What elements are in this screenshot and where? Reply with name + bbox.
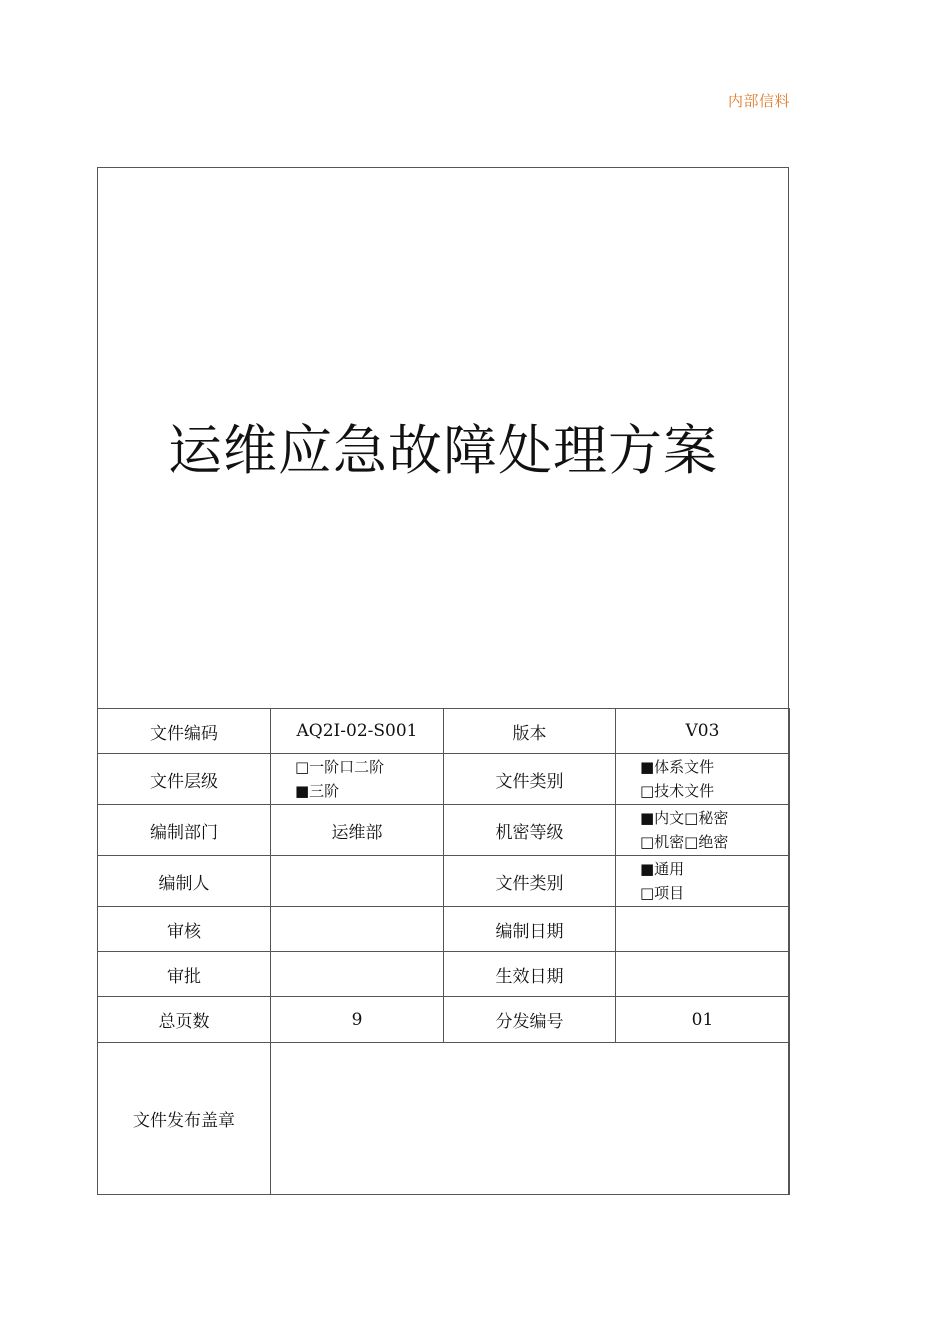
secret-level-label: 机密等级 [444,805,616,856]
table-row [98,907,790,952]
category-option-line2: □技术文件 [640,782,715,800]
file-code-value: AQ2I-02-S001 [271,709,444,754]
draft-date-value [616,907,790,952]
level-label: 文件层级 [98,754,271,805]
pages-value: 9 [271,997,444,1043]
dist-no-value: 01 [616,997,790,1043]
document-info-table [97,708,790,1195]
pages-label: 总页数 [98,997,271,1043]
table-row [98,997,790,1043]
confidentiality-mark: 内部信料 [727,92,790,110]
stamp-label: 文件发布盖章 [98,1043,271,1195]
secret-option-line2: □机密□绝密 [640,833,729,851]
effective-date-value [616,952,790,997]
secret-option-line1: ■内文□秘密 [640,809,729,827]
level-options [271,754,444,805]
table-row [98,709,790,754]
table-row [98,805,790,856]
table-row [98,1043,790,1195]
dept-label: 编制部门 [98,805,271,856]
level-option-line1: □一阶口二阶 [295,758,385,776]
secret-level-options [616,805,790,856]
category-option-line1: ■体系文件 [640,758,715,776]
dept-value: 运维部 [271,805,444,856]
approve-value [271,952,444,997]
review-value [271,907,444,952]
file-code-label: 文件编码 [98,709,271,754]
category2-option-line1: ■通用 [640,860,685,878]
category-label: 文件类别 [444,754,616,805]
author-value [271,856,444,907]
stamp-area [271,1043,790,1195]
document-title: 运维应急故障处理方案 [168,419,718,482]
level-option-line2: ■三阶 [295,782,340,800]
category2-label: 文件类别 [444,856,616,907]
category2-option-line2: □项目 [640,884,685,902]
author-label: 编制人 [98,856,271,907]
effective-date-label: 生效日期 [444,952,616,997]
table-row [98,952,790,997]
review-label: 审核 [98,907,271,952]
table-row [98,856,790,907]
approve-label: 审批 [98,952,271,997]
version-value: V03 [616,709,790,754]
category2-options [616,856,790,907]
category-options [616,754,790,805]
cover-area [98,168,788,709]
document-cover-frame [97,167,789,1195]
dist-no-label: 分发编号 [444,997,616,1043]
table-row [98,754,790,805]
version-label: 版本 [444,709,616,754]
draft-date-label: 编制日期 [444,907,616,952]
